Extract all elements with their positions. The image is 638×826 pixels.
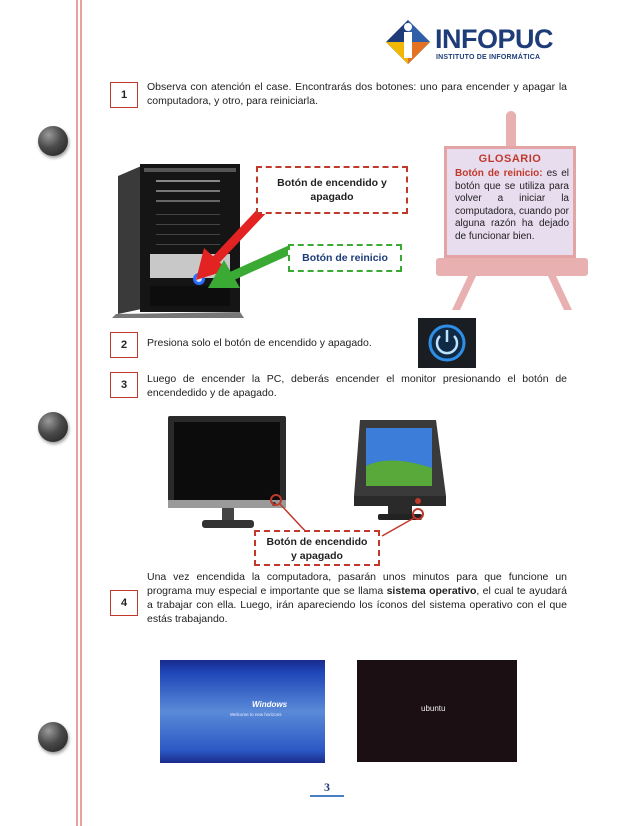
step-4-text-after: , el cual te ayudará a trabajar con ella. Luego, irán apareciendo los íconos del sistema operativo con el que estás trabajando.	[147, 585, 567, 625]
step-number-1: 1	[110, 82, 138, 108]
step-number-label: 4	[120, 597, 128, 609]
page-number: 3	[310, 780, 344, 797]
logo-subtitle: INSTITUTO DE INFORMÁTICA	[436, 54, 541, 61]
monitor-power-callout	[254, 530, 380, 566]
windows-boot-screen	[160, 660, 325, 763]
glossary-title: GLOSARIO	[478, 153, 542, 165]
binder-ring-icon	[38, 126, 68, 156]
step-number-2: 2	[110, 332, 138, 358]
os-term: sistema operativo	[386, 585, 477, 597]
binder-ring-icon	[38, 412, 68, 442]
infopuc-logo	[383, 18, 573, 68]
margin-line	[76, 0, 78, 826]
logo-title: INFOPUC	[435, 24, 553, 54]
callout-label: apagado	[310, 191, 354, 203]
step-1-text: Observa con atención el case. Encontrarás dos botones: uno para encender y apagar la computadora, y otro, para reiniciarla.	[147, 81, 567, 107]
step-4-text-before: Una vez encendida la computadora, pasarán unos minutos para que funcione un programa muy especial e importante que se llama	[147, 571, 567, 597]
glossary-definition	[455, 168, 569, 243]
step-number-3: 3	[110, 372, 138, 398]
power-button-image	[418, 318, 476, 368]
binder-ring-icon	[38, 722, 68, 752]
windows-sub-text: Welcome to new horizons	[230, 712, 282, 717]
glossary-term: Botón de reinicio:	[455, 168, 543, 179]
reset-button-callout	[288, 244, 402, 272]
step-4-text	[147, 570, 567, 626]
margin-line	[80, 0, 82, 826]
power-button-callout	[256, 166, 408, 214]
step-2-text: Presiona solo el botón de encendido y apagado.	[147, 337, 372, 349]
windows-logo-text: Windows	[252, 700, 288, 709]
callout-label: y apagado	[291, 550, 343, 562]
callout-label: Botón de reinicio	[302, 252, 388, 264]
glossary-text: es el botón que se utiliza para volver a iniciar la computadora, cuando por alguna razón ha dejado de funcionar bien.	[455, 168, 569, 242]
ubuntu-logo-text: ubuntu	[421, 704, 446, 713]
glossary-board	[444, 146, 576, 258]
callout-label: Botón de encendido y	[277, 177, 387, 189]
step-number-4	[110, 590, 138, 616]
logo-emblem-icon	[383, 18, 433, 68]
step-3-text: Luego de encender la PC, deberás encender el monitor presionando el botón de encendedido y de apagado.	[147, 373, 567, 399]
green-arrow-icon	[202, 242, 298, 292]
callout-label: Botón de encendido	[266, 536, 368, 548]
ubuntu-boot-screen	[357, 660, 517, 762]
